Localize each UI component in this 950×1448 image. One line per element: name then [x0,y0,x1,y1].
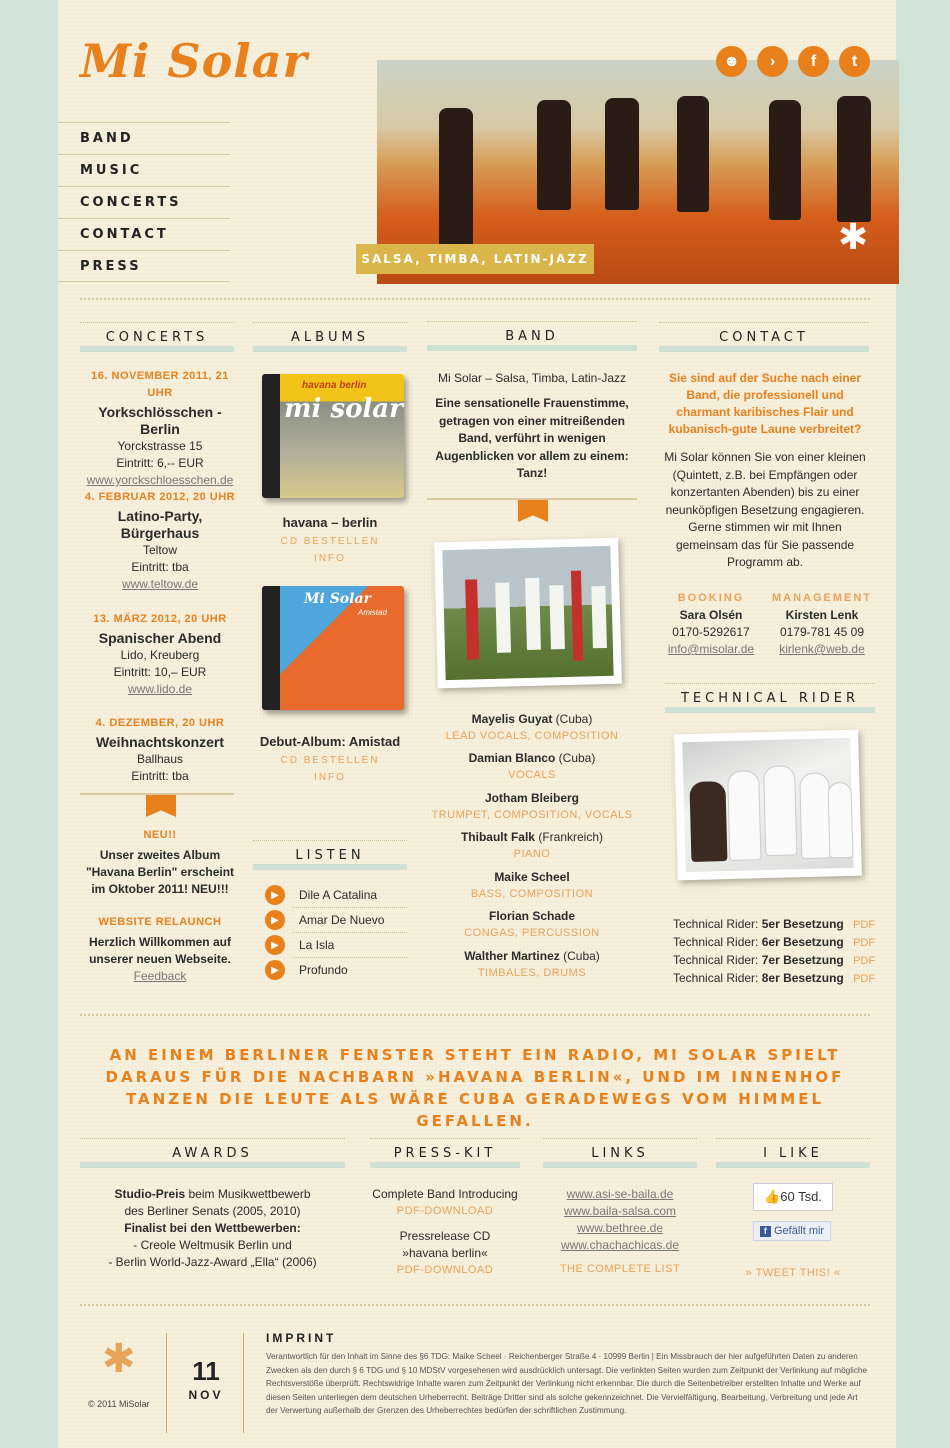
external-link[interactable]: www.bethree.de [576,1221,664,1235]
management-contact [766,590,878,658]
feedback-link[interactable]: Feedback [133,969,187,983]
photo-pole [571,571,583,661]
twitter-icon[interactable]: t [839,46,870,77]
rider-name: 6er Besetzung [761,935,844,949]
concert-name: Yorkschlösschen - Berlin [98,404,222,437]
album-name: Debut-Album: Amistad [259,734,401,749]
facebook-icon[interactable]: f [798,46,829,77]
pdf-link[interactable]: PDF [853,973,876,985]
track-title: Profundo [299,963,348,977]
thumbs-up-icon: 👍 [764,1189,781,1204]
album-cover-amistad[interactable] [262,586,404,710]
member-role: TRUMPET, COMPOSITION, VOCALS [431,809,633,821]
award-line: Finalist bei den Wettbewerben: [124,1221,301,1235]
links-list [543,1186,697,1278]
photo-figure [495,582,511,652]
photo-figure [525,578,541,650]
concerts-heading: CONCERTS [80,322,234,352]
member-name: Jotham Bleiberg [484,791,580,805]
track-row[interactable] [265,910,384,930]
track-title: Amar De Nuevo [299,913,385,927]
concert-date: 4. DEZEMBER, 20 UHR [95,717,225,729]
member-role: LEAD VOCALS, COMPOSITION [445,730,619,742]
member-name: Damian Blanco [468,751,556,765]
nav-item-press[interactable]: PRESS [58,250,230,282]
member-role: TIMBALES, DRUMS [477,967,587,979]
external-link[interactable]: www.baila-salsa.com [563,1204,677,1218]
divider [292,907,407,908]
contact-heading: CONTACT [659,322,869,352]
presskit-heading: PRESS-KIT [370,1138,520,1168]
awards-text [80,1186,345,1271]
listen-heading: LISTEN [253,840,407,870]
rider-prefix: Technical Rider: [673,971,759,985]
play-icon[interactable]: ▶ [265,910,285,930]
track-row[interactable] [265,960,348,980]
copyright: © 2011 MiSolar [88,1399,150,1409]
concert-price: Eintritt: tba [131,560,189,574]
photo-figure [763,765,797,856]
album-info [253,514,407,567]
member-name: Walther Martinez [464,949,560,963]
member [430,908,634,942]
like-count-value: 60 Tsd. [780,1189,822,1204]
news-tag: WEBSITE RELAUNCH [98,916,222,928]
presskit-item: »havana berlin« [402,1246,488,1260]
concert-name: Latino-Party, Bürgerhaus [117,508,203,541]
photo-figure [549,585,565,649]
divider [292,957,407,958]
links-heading: LINKS [543,1138,697,1168]
concert-link[interactable]: www.teltow.de [121,577,199,591]
palm-logo-icon: ✱ [102,1337,136,1381]
concert-place: Lido, Kreuberg [120,648,200,662]
concert-date: 16. NOVEMBER 2011, 21 UHR [91,370,229,399]
band-photo-image [442,546,613,680]
divider [80,1304,870,1306]
presskit-list [366,1186,524,1279]
award-rest: beim Musikwettbewerb [185,1187,311,1201]
cd-spine [262,586,280,710]
pdf-link[interactable]: PDF [853,919,876,931]
cover-word: mi solar [284,394,403,424]
member-origin: (Cuba) [563,949,600,963]
play-icon[interactable]: ▶ [265,885,285,905]
news-item [80,914,240,985]
member-role: VOCALS [508,769,556,781]
rider-item [673,970,875,988]
booking-email-link[interactable]: info@misolar.de [667,642,755,656]
main-nav [58,122,230,282]
concert-price: Eintritt: 6,-- EUR [116,456,204,470]
rider-prefix: Technical Rider: [673,953,759,967]
pdf-download-link[interactable]: PDF-DOWNLOAD [396,1205,494,1217]
arrow-right-icon[interactable]: › [757,46,788,77]
member-role: CONGAS, PERCUSSION [464,927,600,939]
concert-place: Teltow [142,543,177,557]
member [430,869,634,903]
concert-price: Eintritt: 10,– EUR [113,665,207,679]
nav-item-contact[interactable]: CONTACT [58,218,230,250]
nav-item-band[interactable]: BAND [58,122,230,154]
divider [80,793,234,795]
quote: AN EINEM BERLINER FENSTER STEHT EIN RADIO, MI SOLAR SPIELT DARAUS FÜR DIE NACHBARN »HAVANA BERLIN«, UND IM INNENHOF TANZEN DIE LEUTE ALS WÄRE CUBA GERADEWEGS VOM HIMMEL GEFALLEN. [105,1046,845,1130]
nav-item-music[interactable]: MUSIC [58,154,230,186]
pdf-download-link[interactable]: PDF-DOWNLOAD [396,1264,494,1276]
member-name: Florian Schade [488,909,576,923]
rider-item [673,952,875,970]
booking-name: Sara Olsén [679,608,743,622]
divider [292,932,407,933]
news-text: Herzlich Willkommen auf unserer neuen Webseite. [89,935,231,966]
member-name: Maike Scheel [494,870,570,884]
cd-order-link[interactable]: CD BESTELLEN [280,755,380,766]
like-count [753,1183,833,1211]
photo-figure [591,586,607,648]
like-label: Gefällt mir [773,1225,825,1237]
palm-logo-icon: ✱ [838,216,869,257]
album-info-link[interactable]: INFO [314,553,346,564]
track-title: La Isla [299,938,335,952]
member [430,829,634,863]
album-info [253,733,407,786]
concert-place: Yorckstrasse 15 [117,439,203,453]
booking-phone: 0170-5292617 [672,625,750,639]
pdf-link[interactable]: PDF [853,937,876,949]
rider-list [673,916,875,988]
awards-heading: AWARDS [80,1138,345,1168]
award-line: - Berlin World-Jazz-Award „Ella“ (2006) [108,1255,317,1269]
cd-spine [262,374,280,498]
member-origin: (Cuba) [555,712,593,726]
hero-banner: SALSA, TIMBA, LATIN-JAZZ [356,244,594,274]
rider-heading: TECHNICAL RIDER [665,683,875,713]
rider-item [673,934,875,952]
concert-name: Spanischer Abend [98,630,222,646]
member-name: Mayelis Guyat [471,712,553,726]
divider [427,498,637,500]
award-line: des Berliner Senats (2005, 2010) [124,1204,301,1218]
booking-label: BOOKING [677,592,745,604]
cover-title: Mi Solar [304,591,371,607]
albums-heading: ALBUMS [253,322,407,352]
member [430,790,634,824]
contact-text: Mi Solar können Sie von einer kleinen (Quintett, z.B. bei Empfängen oder konzertanten Abenden) bis zu einer neunköpfigen Besetzung engagieren. Gerne stimmen wir mit Ihnen gemeinsam das für Sie passende Programm ab. [664,450,866,569]
imprint-title: IMPRINT [266,1331,337,1345]
concert-item [80,489,240,593]
divider [243,1333,244,1433]
concert-item [80,715,240,785]
news-item [80,827,240,898]
concert-date: 13. MÄRZ 2012, 20 UHR [93,613,227,625]
concert-place: Ballhaus [136,752,184,766]
album-name: havana – berlin [282,515,378,530]
album-cover-havana-berlin[interactable] [262,374,404,498]
photo-pole [465,579,479,659]
rider-prefix: Technical Rider: [673,917,759,931]
news-text: Unser zweites Album "Havana Berlin" erscheint im Oktober 2011! NEU!!! [85,848,235,896]
member-name: Thibault Falk [460,830,535,844]
photo-figure [827,782,853,859]
band-photo [434,538,622,689]
divider [166,1333,167,1433]
rider-name: 8er Besetzung [761,971,844,985]
complete-list-link[interactable]: THE COMPLETE LIST [559,1263,681,1275]
award-title: Studio-Preis [114,1187,186,1201]
facebook-icon: f [760,1226,771,1237]
concert-date: 4. FEBRUAR 2012, 20 UHR [84,491,236,503]
cover-title: havana berlin [302,380,367,391]
management-email-link[interactable]: kirlenk@web.de [779,642,865,656]
news-tag: NEU!! [143,829,177,841]
member-origin: (Cuba) [558,751,596,765]
divider [80,1014,870,1016]
member [430,711,634,745]
band-heading: BAND [427,321,637,351]
photo-figure [727,770,761,861]
album-info-link[interactable]: INFO [314,772,346,783]
member [430,948,634,982]
track-row[interactable] [265,885,377,905]
concert-item [80,611,240,698]
contact-highlight: Sie sind auf der Suche nach einer Band, die professionell und charmant karibisches Flair und kubanisch-gute Laune verbreitet? [668,371,862,436]
ilike-heading: I LIKE [716,1138,870,1168]
rider-prefix: Technical Rider: [673,935,759,949]
cover-subtitle: Amistad [358,608,387,617]
award-line: - Creole Weltmusik Berlin und [133,1238,292,1252]
management-phone: 0179-781 45 09 [779,625,865,639]
external-link[interactable]: www.asi-se-baila.de [566,1187,674,1201]
rider-photo [674,730,862,881]
date-day: 11 [192,1356,220,1386]
concert-link[interactable]: www.lido.de [127,682,193,696]
member [430,750,634,784]
external-link[interactable]: www.chachachicas.de [560,1238,680,1252]
band-text: Eine sensationelle Frauenstimme, getragen von einer mitreißenden Band, verführt in wenigen Augenblicken vor allem zu einem: Tanz! [435,396,629,480]
member-role: BASS, COMPOSITION [470,888,594,900]
concert-name: Weihnachtskonzert [95,734,225,750]
myspace-icon[interactable]: ☻ [716,46,747,77]
site-logo[interactable]: Mi Solar [80,34,308,88]
nav-item-concerts[interactable]: CONCERTS [58,186,230,218]
member-role: PIANO [513,848,551,860]
band-intro: Mi Solar – Salsa, Timba, Latin-Jazz [437,371,627,385]
play-icon[interactable]: ▶ [265,935,285,955]
management-label: MANAGEMENT [771,592,873,604]
play-icon[interactable]: ▶ [265,960,285,980]
photo-figure [689,781,727,862]
tweet-this-link[interactable]: » TWEET THIS! « [745,1267,841,1279]
concert-link[interactable]: www.yorckschloesschen.de [86,473,234,487]
concert-item [80,368,240,489]
presskit-item: Pressrelease CD [399,1229,491,1243]
rider-name: 5er Besetzung [761,917,844,931]
cd-order-link[interactable]: CD BESTELLEN [280,536,380,547]
date-month: NOV [188,1388,224,1402]
pdf-link[interactable]: PDF [853,955,876,967]
rider-name: 7er Besetzung [761,953,844,967]
imprint-text: Verantwortlich für den Inhalt im Sinne des §6 TDG: Maike Scheel · Reichenberger Straße 4 · 10999 Berlin | Ein Missbrauch der hier aufgeführten Daten zu anderen Zwecken als den durch § 6 TDG und § 10 MDStV vorgesehenen wird ausdrücklich untersagt. Die verlinkten Seiten wurden zum Zeitpunkt der Verlinkung auf mögliche Rechtsverstöße überprüft. Rechtswidrige Inhalte waren zum Zeitpunkt der Verlinkung nicht erkennbar. Die durch die Seitenbetreiber erstellten Inhalte und Werke auf diesen Seiten unterliegen dem deutschen Urheberrecht. Beiträge Dritter sind als solche gekennzeichnet. Die Vervielfältigung, Bearbeitung, Verbreitung und jede Art der Verwertung außerhalb der Grenzen des Urheberrechtes bedürfen der schriftlichen Zustimmung. [266,1352,868,1415]
management-name: Kirsten Lenk [785,608,859,622]
track-title: Dile A Catalina [299,888,378,902]
facebook-like-button[interactable] [753,1221,831,1241]
photo-figure [799,772,831,859]
concert-price: Eintritt: tba [131,769,189,783]
rider-item [673,916,875,934]
booking-contact [660,590,762,658]
rider-photo-image [682,738,853,872]
presskit-item: Complete Band Introducing [372,1187,518,1201]
member-origin: (Frankreich) [538,830,604,844]
divider [80,298,870,300]
track-row[interactable] [265,935,334,955]
